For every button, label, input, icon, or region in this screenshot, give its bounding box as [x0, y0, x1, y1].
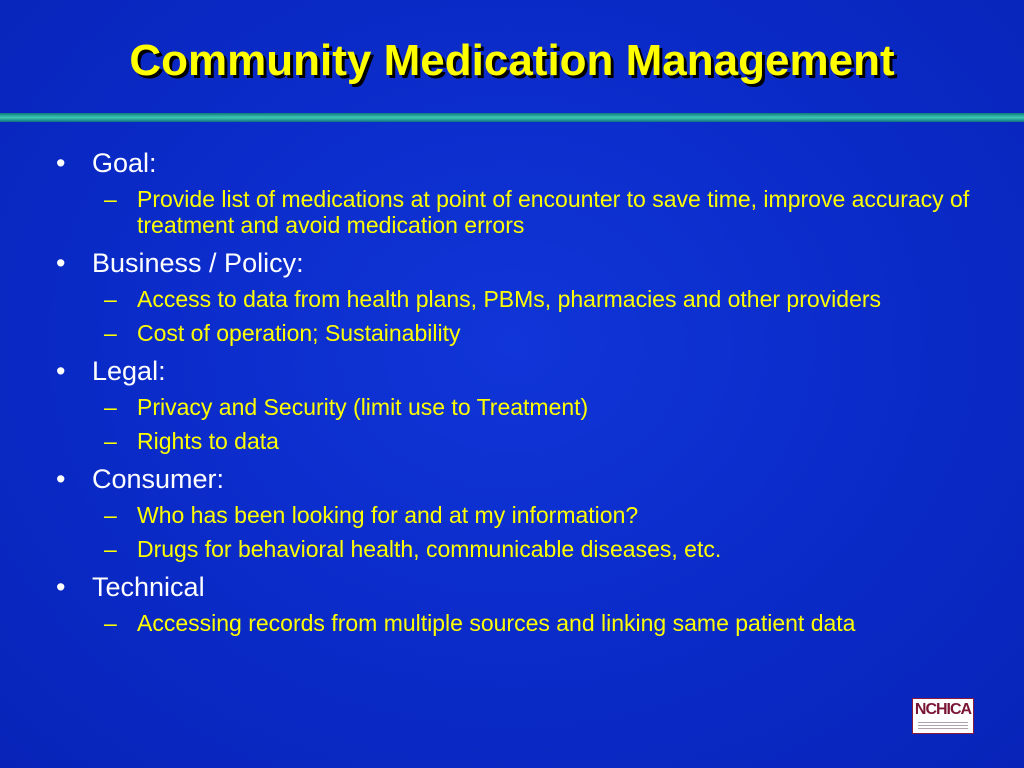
dash-marker: – — [104, 394, 117, 420]
sub-bullet-text: Privacy and Security (limit use to Treatment) — [137, 394, 589, 420]
sub-bullet-text: Provide list of medications at point of encounter to save time, improve accuracy of treatment and avoid medication errors — [137, 186, 970, 238]
logo-text: NCHICA — [914, 701, 972, 718]
sub-bullet — [0, 502, 1024, 528]
bullet-text: Goal: — [92, 148, 157, 178]
bullet-marker: • — [56, 572, 66, 602]
sub-bullet — [0, 536, 1024, 562]
bullet-list — [0, 146, 1024, 644]
dash-marker: – — [104, 502, 117, 528]
sub-bullet-text: Cost of operation; Sustainability — [137, 320, 461, 346]
dash-marker: – — [104, 320, 117, 346]
bullet-consumer — [0, 462, 1024, 496]
title-divider — [0, 113, 1024, 122]
dash-marker: – — [104, 286, 117, 312]
dash-marker: – — [104, 186, 117, 212]
dash-marker: – — [104, 536, 117, 562]
bullet-marker: • — [56, 464, 66, 494]
dash-marker: – — [104, 428, 117, 454]
sub-bullet-text: Who has been looking for and at my information? — [137, 502, 639, 528]
logo-fine-print — [918, 722, 968, 731]
sub-bullet-text: Rights to data — [137, 428, 279, 454]
sub-bullet — [0, 286, 1024, 312]
sub-bullet-text: Accessing records from multiple sources and linking same patient data — [137, 610, 856, 636]
bullet-text: Technical — [92, 572, 205, 602]
bullet-text: Legal: — [92, 356, 166, 386]
bullet-text: Consumer: — [92, 464, 225, 494]
sub-bullet — [0, 610, 1024, 636]
sub-bullet — [0, 428, 1024, 454]
slide-title: Community Medication Management — [129, 36, 895, 85]
bullet-business-policy — [0, 246, 1024, 280]
bullet-text: Business / Policy: — [92, 248, 304, 278]
sub-bullet-text: Drugs for behavioral health, communicable diseases, etc. — [137, 536, 722, 562]
bullet-legal — [0, 354, 1024, 388]
sub-bullet — [0, 186, 1024, 238]
bullet-marker: • — [56, 248, 66, 278]
sub-bullet — [0, 394, 1024, 420]
sub-bullet-text: Access to data from health plans, PBMs, pharmacies and other providers — [137, 286, 882, 312]
bullet-marker: • — [56, 148, 66, 178]
bullet-technical — [0, 570, 1024, 604]
nchica-logo — [912, 698, 974, 734]
bullet-goal — [0, 146, 1024, 180]
dash-marker: – — [104, 610, 117, 636]
sub-bullet — [0, 320, 1024, 346]
bullet-marker: • — [56, 356, 66, 386]
